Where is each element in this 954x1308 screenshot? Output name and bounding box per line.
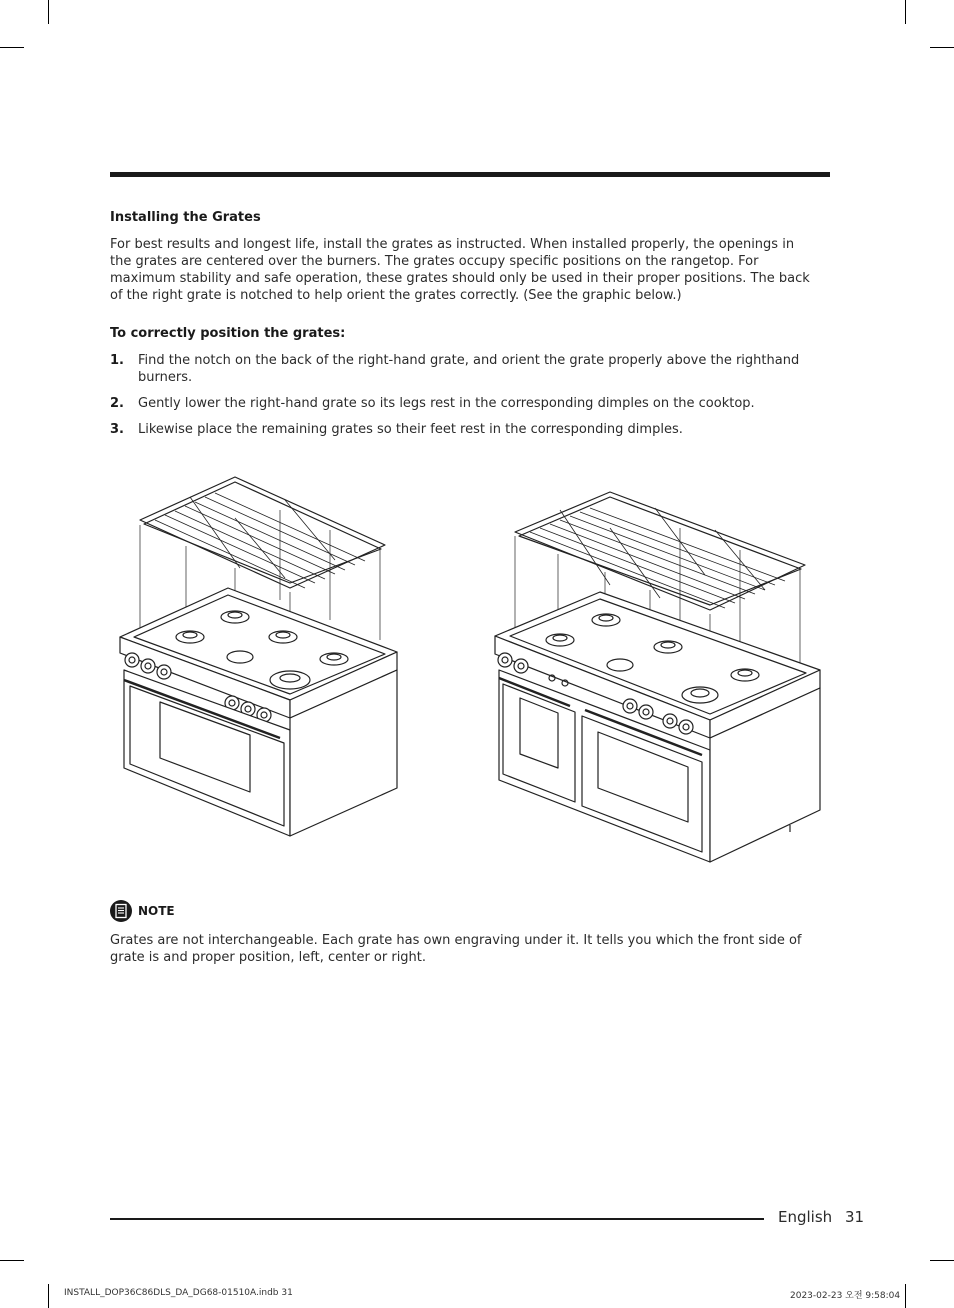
step-text: Gently lower the right-hand grate so its legs rest in the corresponding dimples on the cooktop. (138, 396, 755, 411)
crop-mark (0, 47, 24, 48)
crop-mark (905, 1284, 906, 1308)
footer-divider (110, 1218, 764, 1220)
instructions-heading: To correctly position the grates: (110, 326, 346, 341)
range-48-inch-illustration (495, 492, 820, 862)
note-document-icon (110, 900, 132, 922)
instruction-step (110, 395, 810, 412)
crop-mark (930, 47, 954, 48)
step-number: 3. (110, 422, 124, 437)
crop-mark (930, 1260, 954, 1261)
print-slug-filename: INSTALL_DOP36C86DLS_DA_DG68-01510A.indb 31 (64, 1288, 293, 1298)
instruction-list (110, 352, 810, 447)
intro-paragraph: For best results and longest life, install the grates as instructed. When installed properly, the openings in the grates are centered over the burners. The grates occupy specific positions on the rangetop. For maximum stability and safe operation, these grates should only be used in their proper positions. The back of the right grate is notched to help orient the grates correctly. (See the graphic below.) (110, 237, 810, 303)
step-number: 2. (110, 396, 124, 411)
print-slug-datetime: 2023-02-23 오전 9:58:04 (790, 1291, 901, 1301)
grate-installation-illustration (110, 470, 830, 870)
instruction-step (110, 352, 810, 386)
section-heading: Installing the Grates (110, 210, 261, 225)
note-header (110, 900, 175, 922)
crop-mark (0, 1260, 24, 1261)
crop-mark (905, 0, 906, 24)
note-text: Grates are not interchangeable. Each grate has own engraving under it. It tells you which the front side of grate is and proper position, left, center or right. (110, 933, 802, 965)
crop-mark (48, 1284, 49, 1308)
range-36-inch-illustration (120, 477, 397, 836)
crop-mark (48, 0, 49, 24)
step-text: Likewise place the remaining grates so their feet rest in the corresponding dimples. (138, 422, 683, 437)
note-label: NOTE (138, 904, 175, 918)
section-divider (110, 172, 830, 177)
page-number: 31 (845, 1208, 865, 1226)
footer-language: English (778, 1208, 833, 1226)
step-number: 1. (110, 353, 124, 368)
step-text: Find the notch on the back of the right-hand grate, and orient the grate properly above the righthand burners. (138, 353, 800, 385)
instruction-step (110, 421, 810, 438)
